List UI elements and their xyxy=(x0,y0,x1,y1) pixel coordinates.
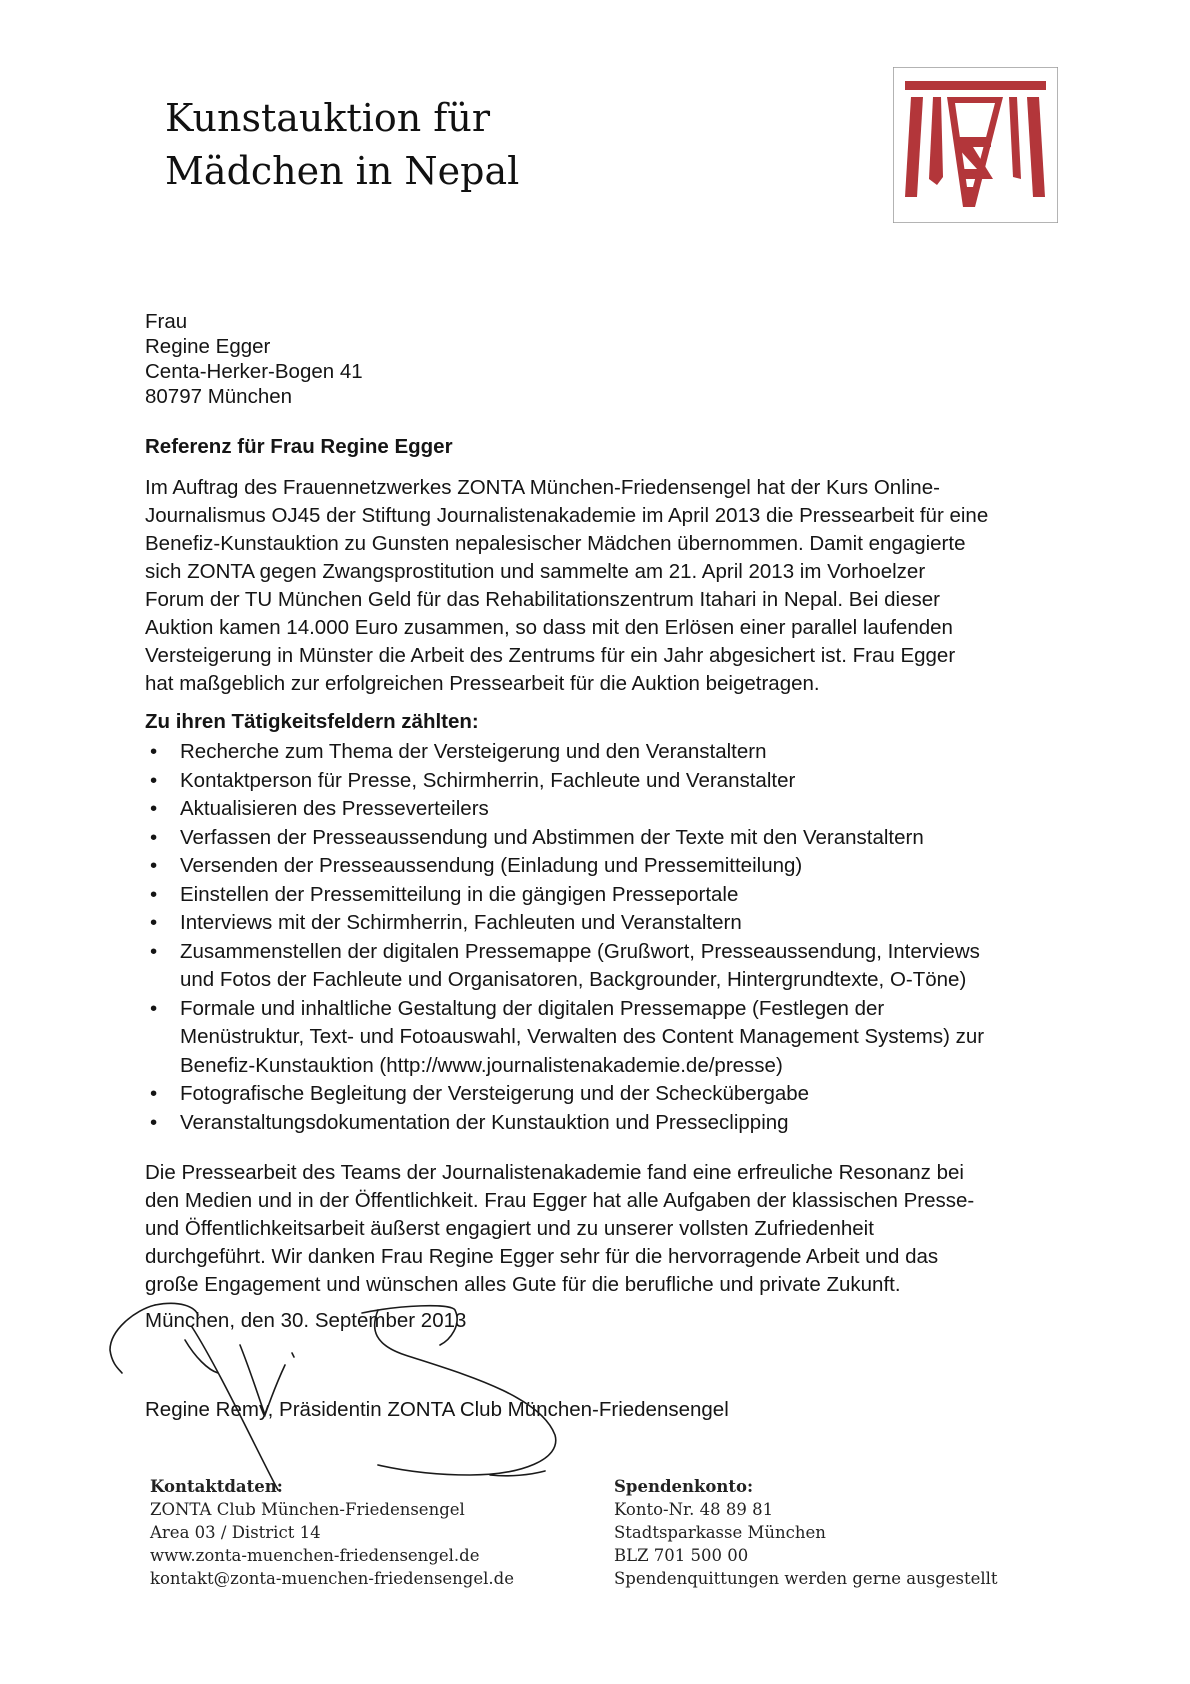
donation-block xyxy=(614,1475,998,1590)
list-item xyxy=(145,909,1065,938)
task-text: • Kontaktperson für Presse, Schirmherrin, Fachleute und Veranstalter xyxy=(180,768,796,792)
intro-line: Forum der TU München Geld für das Rehabilitationszentrum Itahari in Nepal. Bei dieser xyxy=(145,588,940,611)
task-text: • Verfassen der Presseaussendung und Abstimmen der Texte mit den Veranstaltern xyxy=(180,825,924,849)
intro-line: Benefiz-Kunstauktion zu Gunsten nepalesischer Mädchen übernommen. Damit engagierte xyxy=(145,532,966,555)
closing-line: und Öffentlichkeitsarbeit äußerst engagiert und zu unserer vollsten Zufriedenheit xyxy=(145,1217,874,1240)
donation-line: BLZ 701 500 00 xyxy=(614,1546,749,1565)
task-text: • Recherche zum Thema der Versteigerung und den Veranstaltern xyxy=(180,740,767,763)
closing-line: große Engagement und wünschen alles Gute für die berufliche und private Zukunft. xyxy=(145,1273,901,1296)
task-text: • Aktualisieren des Presseverteilers xyxy=(180,797,489,820)
task-text: • Interviews mit der Schirmherrin, Fachleuten und Veranstaltern xyxy=(180,911,742,934)
closing-line: Die Pressearbeit des Teams der Journalistenakademie fand eine erfreuliche Resonanz bei xyxy=(145,1161,964,1184)
recipient-address xyxy=(145,309,363,409)
donation-line: Konto-Nr. 48 89 81 xyxy=(614,1500,774,1519)
list-item xyxy=(145,852,1065,881)
intro-paragraph xyxy=(145,474,1065,698)
recipient-name: Regine Egger xyxy=(145,335,271,358)
intro-line: Auktion kamen 14.000 Euro zusammen, so dass mit den Erlösen einer parallel laufenden xyxy=(145,616,953,639)
task-text: Menüstruktur, Text- und Fotoauswahl, Verwalten des Content Management Systems) zur xyxy=(180,1025,985,1048)
intro-line: sich ZONTA gegen Zwangsprostitution und sammelte am 21. April 2013 im Vorhoelzer xyxy=(145,560,926,583)
list-item xyxy=(145,795,1065,824)
signer-line: Regine Remy, Präsidentin ZONTA Club München-Friedensengel xyxy=(145,1398,729,1421)
contact-website-link[interactable]: www.zonta-muenchen-friedensengel.de xyxy=(150,1546,480,1565)
recipient-city: 80797 München xyxy=(145,385,293,408)
date-line: München, den 30. September 2013 xyxy=(145,1309,467,1332)
letter-title xyxy=(165,92,519,198)
donation-line: Spendenquittungen werden gerne ausgestellt xyxy=(614,1569,998,1588)
list-item xyxy=(145,738,1065,767)
task-text: Benefiz-Kunstauktion (http://www.journalistenakademie.de/presse) xyxy=(180,1053,783,1077)
list-item xyxy=(145,1080,1065,1109)
closing-paragraph xyxy=(145,1159,1065,1299)
list-item xyxy=(145,881,1065,910)
recipient-salutation: Frau xyxy=(145,310,188,333)
contact-line: ZONTA Club München-Friedensengel xyxy=(150,1500,465,1519)
contact-heading: Kontaktdaten: xyxy=(150,1477,283,1496)
title-line-1: Kunstauktion für xyxy=(165,96,490,140)
task-text: • Versenden der Presseaussendung (Einladung und Pressemitteilung) xyxy=(180,854,803,877)
list-item xyxy=(145,1109,1065,1138)
intro-line: hat maßgeblich zur erfolgreichen Pressearbeit für die Auktion beigetragen. xyxy=(145,672,820,695)
intro-line: Journalismus OJ45 der Stiftung Journalistenakademie im April 2013 die Pressearbeit für eine xyxy=(145,504,989,527)
list-item xyxy=(145,767,1065,796)
task-text: und Fotos der Fachleute und Organisatoren, Backgrounder, Hintergrundtexte, O-Töne) xyxy=(180,968,967,991)
task-list xyxy=(145,738,1065,1137)
task-text: • Zusammenstellen der digitalen Pressemappe (Grußwort, Presseaussendung, Interviews xyxy=(180,939,980,963)
contact-email-link[interactable]: kontakt@zonta-muenchen-friedensengel.de xyxy=(150,1569,514,1588)
closing-line: den Medien und in der Öffentlichkeit. Frau Egger hat alle Aufgaben der klassischen Presse- xyxy=(145,1189,975,1212)
donation-heading: Spendenkonto: xyxy=(614,1477,754,1496)
donation-line: Stadtsparkasse München xyxy=(614,1523,826,1542)
list-item xyxy=(145,938,1065,995)
tasks-heading: Zu ihren Tätigkeitsfeldern zählten: xyxy=(145,710,479,733)
contact-block xyxy=(150,1475,514,1590)
intro-line: Versteigerung in Münster die Arbeit des Zentrums für ein Jahr abgesichert ist. Frau Egger xyxy=(145,644,956,667)
zonta-logo-icon xyxy=(893,67,1058,223)
list-item xyxy=(145,995,1065,1081)
title-line-2: Mädchen in Nepal xyxy=(165,149,520,193)
subject-line: Referenz für Frau Regine Egger xyxy=(145,435,453,458)
list-item xyxy=(145,824,1065,853)
task-text: • Veranstaltungsdokumentation der Kunstauktion und Presseclipping xyxy=(180,1110,789,1134)
task-text: • Formale und inhaltliche Gestaltung der digitalen Pressemappe (Festlegen der xyxy=(180,996,885,1020)
closing-line: durchgeführt. Wir danken Frau Regine Egger sehr für die hervorragende Arbeit und das xyxy=(145,1245,939,1268)
task-text: • Einstellen der Pressemitteilung in die gängigen Presseportale xyxy=(180,882,739,906)
intro-line: Im Auftrag des Frauennetzwerkes ZONTA München-Friedensengel hat der Kurs Online- xyxy=(145,476,940,499)
task-text: • Fotografische Begleitung der Versteigerung und der Scheckübergabe xyxy=(180,1082,810,1105)
contact-line: Area 03 / District 14 xyxy=(150,1523,321,1542)
recipient-street: Centa-Herker-Bogen 41 xyxy=(145,360,363,383)
